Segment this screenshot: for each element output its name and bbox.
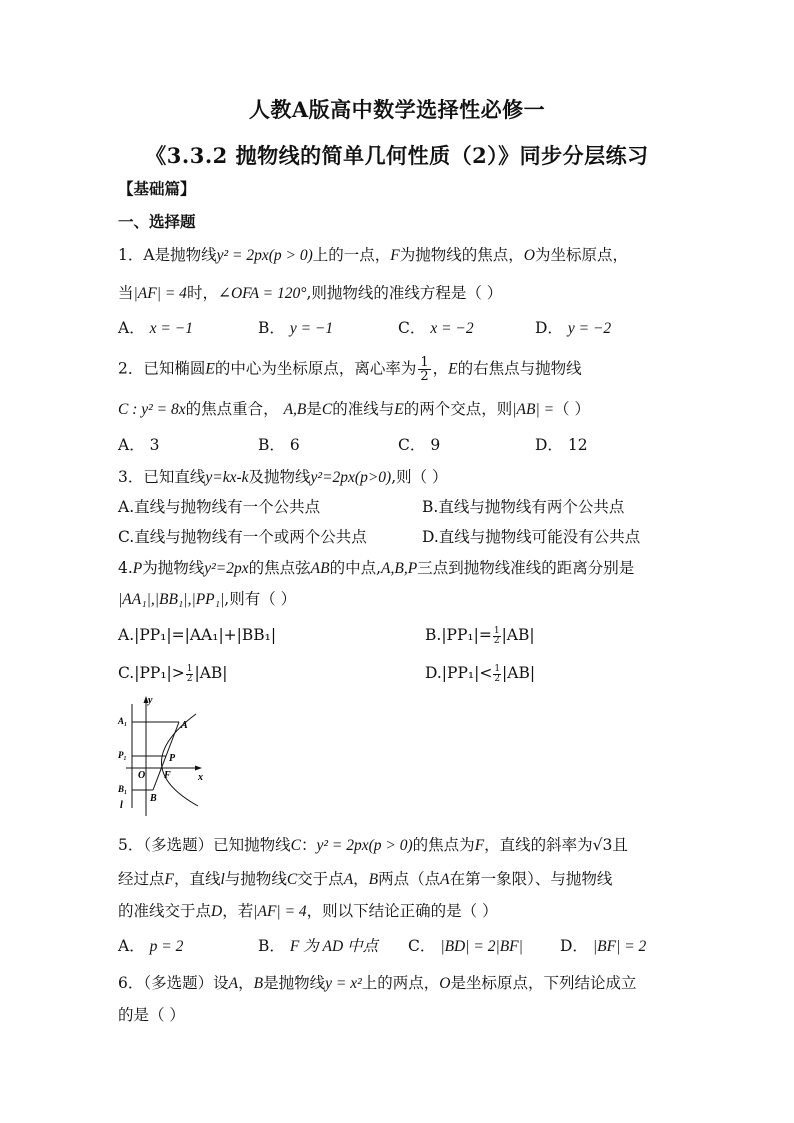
title-line-1: 人教A版高中数学选择性必修一 [248, 97, 546, 122]
q1-line-2: 当|AF| = 4时，∠OFA = 120°,则抛物线的准线方程是（ ） [118, 284, 503, 302]
q1-option-d[interactable]: D． y = −2 [535, 319, 612, 337]
q3-option-c[interactable]: C.直线与抛物线有一个或两个公共点 [118, 528, 367, 546]
q5-line-1: 5．（多选题）已知抛物线C：y² = 2px(p > 0)的焦点为F，直线的斜率为√3且 [118, 836, 628, 854]
q4-line-1: 4.P为抛物线y²=2px的焦点弦AB的中点,A,B,P三点到抛物线准线的距离分别是 [118, 559, 635, 577]
q4-line-2: |AA₁|,|BB₁|,|PP₁|,则有（ ） [118, 590, 297, 608]
q1-option-b[interactable]: B． y = −1 [258, 319, 334, 337]
label-p1: P₁ [118, 750, 127, 760]
q5-option-d[interactable]: D． |BF| = 2 [560, 937, 647, 955]
q3-option-b[interactable]: B.直线与抛物线有两个公共点 [422, 498, 625, 516]
parabola-focal-chord-figure [116, 694, 208, 818]
q2-option-d[interactable]: D． 12 [535, 436, 588, 454]
q2-line-2: C : y² = 8x的焦点重合， A,B是C的准线与E的两个交点，则|AB| =（ ） [118, 400, 590, 418]
q2-option-b[interactable]: B． 6 [258, 436, 300, 454]
q4-option-a[interactable]: A.|PP₁|=|AA₁|+|BB₁| [118, 626, 277, 644]
q5-option-c[interactable]: C． |BD| = 2|BF| [408, 937, 523, 955]
label-a1: A₁ [118, 716, 128, 726]
label-y: y [148, 695, 153, 706]
section-basic: 【基础篇】 [118, 179, 196, 198]
fraction-one-half: $\frac{1}{2}$ [420, 355, 429, 384]
q3-option-d[interactable]: D.直线与抛物线可能没有公共点 [422, 528, 641, 546]
q5-option-b[interactable]: B． F 为 AD 中点 [258, 937, 379, 955]
q6-line-1: 6．（多选题）设A，B是抛物线y = x²上的两点，O是坐标原点，下列结论成立 [118, 974, 637, 992]
q2-line-1: 2．已知椭圆E的中心为坐标原点，离心率为 $\frac{1}{2}$ ，E的右焦点与抛物线 [118, 355, 582, 384]
parabola-curve [161, 714, 198, 806]
q5-line-2: 经过点F，直线l与抛物线C交于点A，B两点（点A在第一象限）、与抛物线 [118, 870, 613, 888]
section-choice: 一、选择题 [118, 212, 196, 231]
title-line-2: 《3.3.2 抛物线的简单几何性质（2）》同步分层练习 [145, 143, 649, 168]
q3-option-a[interactable]: A.直线与抛物线有一个公共点 [118, 498, 321, 516]
q2-option-a[interactable]: A． 3 [118, 436, 160, 454]
label-o: O [138, 770, 146, 781]
q2-option-c[interactable]: C． 9 [398, 436, 441, 454]
q4-option-c[interactable]: C.|PP₁|> $\frac{1}{2}$ |AB| [118, 663, 228, 684]
q5-option-a[interactable]: A． p = 2 [118, 937, 184, 955]
q6-line-2: 的是（ ） [118, 1006, 185, 1024]
label-x: x [198, 772, 203, 783]
q4-option-b[interactable]: B.|PP₁|= $\frac{1}{2}$ |AB| [425, 625, 535, 646]
label-p: P [169, 753, 176, 764]
q3-line-1: 3．已知直线y=kx-k及抛物线y²=2px(p>0),则（ ） [118, 468, 448, 486]
label-b1: B₁ [118, 784, 128, 794]
q5-line-3: 的准线交于点D，若|AF| = 4，则以下结论正确的是（ ） [118, 902, 498, 920]
label-f: F [164, 770, 171, 781]
q4-option-d[interactable]: D.|PP₁|< $\frac{1}{2}$ |AB| [425, 663, 536, 684]
label-a: A [181, 720, 188, 731]
q1-line-1: 1．A是抛物线y² = 2px(p > 0)上的一点，F为抛物线的焦点，O为坐标原点， [118, 246, 628, 264]
q1-option-a[interactable]: A． x = −1 [118, 319, 193, 337]
label-b: B [150, 793, 157, 804]
q1-option-c[interactable]: C． x = −2 [398, 319, 474, 337]
x-axis-arrow-icon [195, 766, 202, 771]
label-l: l [120, 800, 123, 811]
